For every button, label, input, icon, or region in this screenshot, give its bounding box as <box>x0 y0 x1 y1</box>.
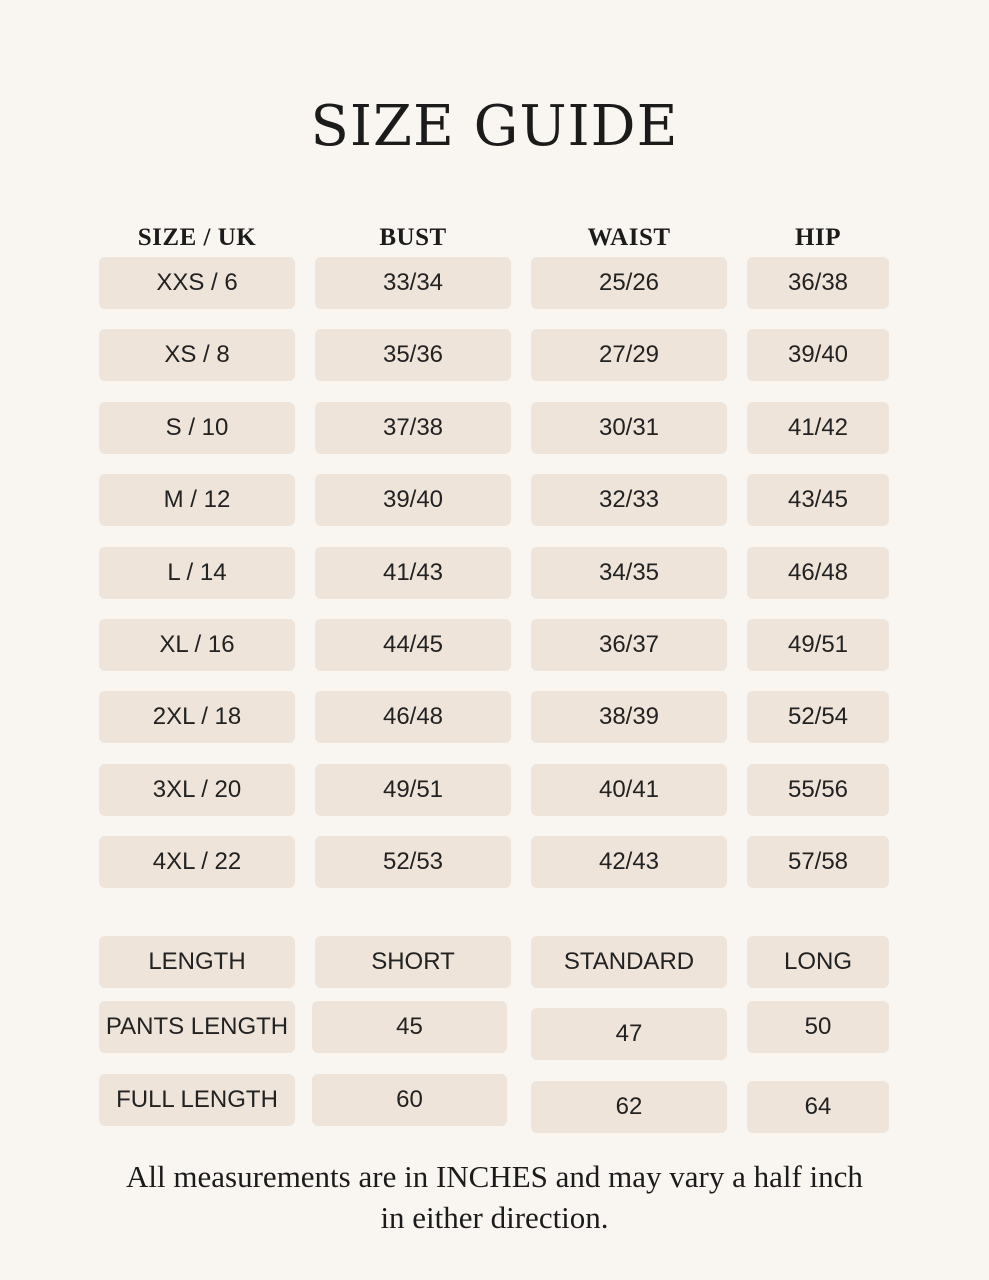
pants-length-long: 50 <box>747 1001 889 1053</box>
waist-cell: 36/37 <box>531 619 727 671</box>
waist-cell: 38/39 <box>531 691 727 743</box>
size-cell: L / 14 <box>99 547 295 599</box>
length-header-standard: STANDARD <box>531 936 727 988</box>
size-cell: M / 12 <box>99 474 295 526</box>
full-length-long: 64 <box>747 1081 889 1133</box>
size-cell: 4XL / 22 <box>99 836 295 888</box>
bust-cell: 46/48 <box>315 691 511 743</box>
waist-cell: 32/33 <box>531 474 727 526</box>
full-length-label: FULL LENGTH <box>99 1074 295 1126</box>
full-length-short: 60 <box>312 1074 507 1126</box>
header-bust: BUST <box>379 224 447 251</box>
bust-cell: 41/43 <box>315 547 511 599</box>
bust-cell: 39/40 <box>315 474 511 526</box>
waist-cell: 25/26 <box>531 257 727 309</box>
bust-cell: 44/45 <box>315 619 511 671</box>
bust-cell: 49/51 <box>315 764 511 816</box>
bust-cell: 52/53 <box>315 836 511 888</box>
size-cell: XS / 8 <box>99 329 295 381</box>
measurement-note <box>40 1156 949 1238</box>
size-cell: XL / 16 <box>99 619 295 671</box>
pants-length-short: 45 <box>312 1001 507 1053</box>
size-cell: 3XL / 20 <box>99 764 295 816</box>
hip-cell: 36/38 <box>747 257 889 309</box>
header-size: SIZE / UK <box>137 224 257 251</box>
measurement-note-line1: All measurements are in INCHES and may vary a half inch <box>126 1159 863 1194</box>
bust-cell: 37/38 <box>315 402 511 454</box>
hip-cell: 57/58 <box>747 836 889 888</box>
measurement-note-line2: in either direction. <box>380 1200 609 1235</box>
bust-cell: 33/34 <box>315 257 511 309</box>
pants-length-standard: 47 <box>531 1008 727 1060</box>
hip-cell: 41/42 <box>747 402 889 454</box>
length-header-long: LONG <box>747 936 889 988</box>
hip-cell: 49/51 <box>747 619 889 671</box>
hip-cell: 46/48 <box>747 547 889 599</box>
header-hip: HIP <box>795 224 841 251</box>
hip-cell: 52/54 <box>747 691 889 743</box>
waist-cell: 30/31 <box>531 402 727 454</box>
hip-cell: 43/45 <box>747 474 889 526</box>
hip-cell: 39/40 <box>747 329 889 381</box>
page-title: SIZE GUIDE <box>310 94 679 159</box>
waist-cell: 40/41 <box>531 764 727 816</box>
waist-cell: 34/35 <box>531 547 727 599</box>
bust-cell: 35/36 <box>315 329 511 381</box>
waist-cell: 42/43 <box>531 836 727 888</box>
size-cell: 2XL / 18 <box>99 691 295 743</box>
size-cell: S / 10 <box>99 402 295 454</box>
full-length-standard: 62 <box>531 1081 727 1133</box>
hip-cell: 55/56 <box>747 764 889 816</box>
length-header-cell: LENGTH <box>99 936 295 988</box>
waist-cell: 27/29 <box>531 329 727 381</box>
pants-length-label: PANTS LENGTH <box>99 1001 295 1053</box>
size-cell: XXS / 6 <box>99 257 295 309</box>
header-waist: WAIST <box>587 224 671 251</box>
length-header-short: SHORT <box>315 936 511 988</box>
